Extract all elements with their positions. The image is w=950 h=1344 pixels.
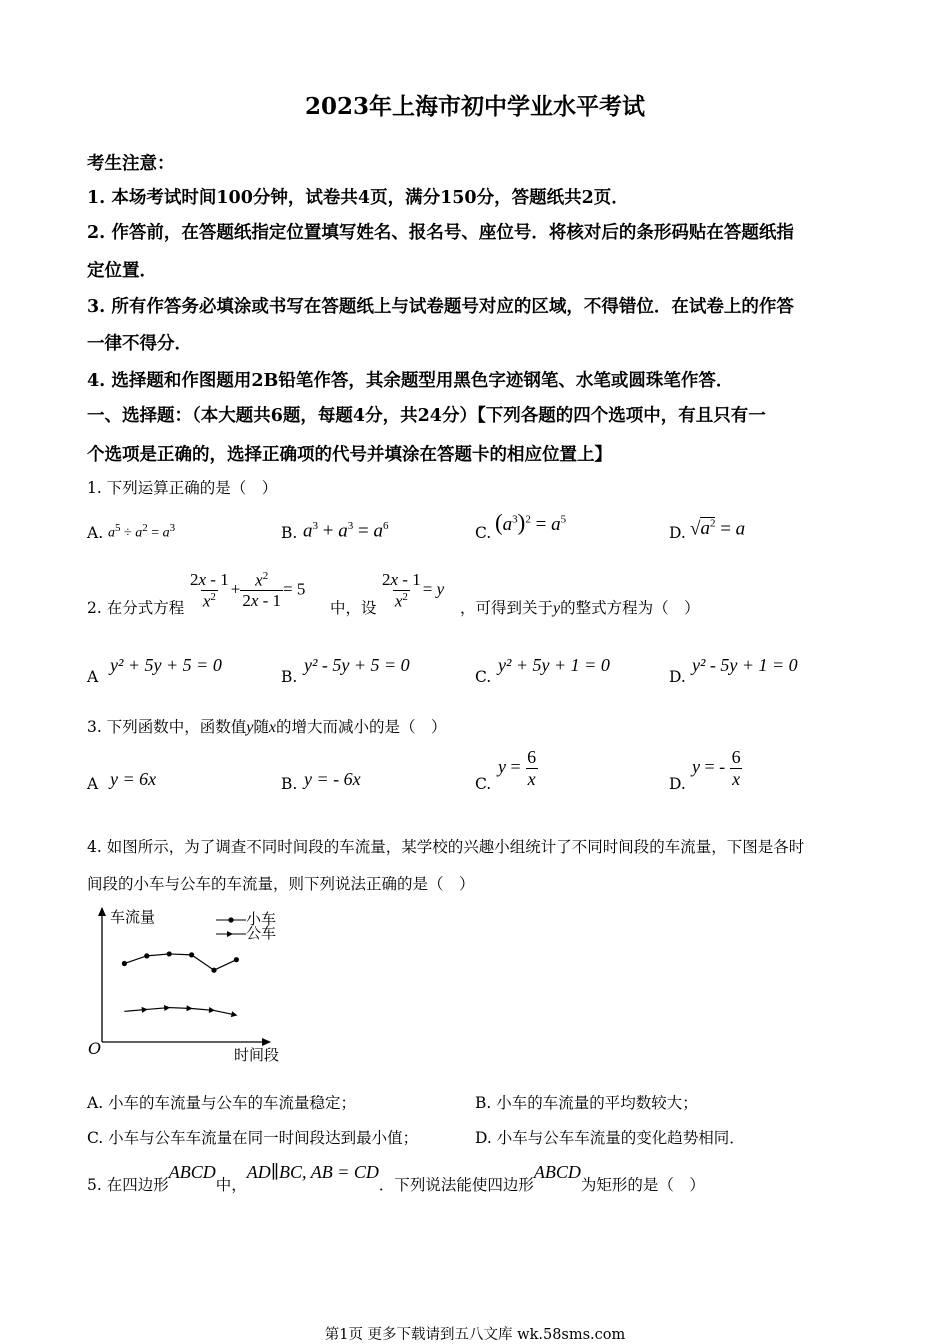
notice-item-1: 1. 本场考试时间100分钟，试卷共4页，满分150分，答题纸共2页． xyxy=(87,188,629,208)
section-1-heading: 一、选择题：（本大题共6题，每题4分，共24分）【下列各题的四个选项中，有且只有一 xyxy=(87,406,766,426)
q3-option-b-math: y = - 6x xyxy=(304,769,361,789)
q4-option-c: C. 小车与公车车流量在同一时间段达到最小值； xyxy=(87,1129,419,1147)
q1-option-a-label: A. xyxy=(87,524,104,542)
q2-option-b-label: B. xyxy=(281,668,298,686)
notice-item-4: 4. 选择题和作图题用2B铅笔作答，其余题型用黑色字迹钢笔、水笔或圆珠笔作答． xyxy=(87,371,734,391)
q3-stem: 3. 下列函数中，函数值y随x的增大而减小的是（ ） xyxy=(87,718,447,736)
q3-option-a-math: y = 6x xyxy=(110,769,157,789)
legend-bus-label: 公车 xyxy=(246,924,277,942)
q2-equation: $\frac{2x - 1}{x^2}$ + $\frac{x^2}{2x - 1}$ = 5 xyxy=(190,570,306,611)
bus-point-3 xyxy=(164,1004,170,1010)
bus-point-4 xyxy=(186,1005,192,1011)
legend-car-label: 小车 xyxy=(246,910,277,928)
section-1-heading-cont: 个选项是正确的，选择正确项的代号并填涂在答题卡的相应位置上】 xyxy=(87,445,612,465)
q1-option-c-math: $(a^3)^2 = a^5$ xyxy=(495,510,567,535)
car-point-1 xyxy=(122,961,127,966)
q1-option-a-math: $a^5 \div a^2 = a^3$ xyxy=(108,522,176,541)
car-point-5 xyxy=(211,968,216,973)
notice-item-2: 2. 作答前，在答题纸指定位置填写姓名、报名号、座位号．将核对后的条形码贴在答题纸指 xyxy=(87,223,794,243)
car-point-4 xyxy=(189,952,194,957)
legend-bus-arrow xyxy=(227,931,233,937)
q2-substitution: $\frac{2x - 1}{x^2}$ = y xyxy=(382,570,445,611)
q3-option-d-label: D. xyxy=(669,775,686,793)
q4-option-d: D. 小车与公车车流量的变化趋势相同． xyxy=(475,1129,745,1147)
q5-stem: 5. 在四边形ABCD中，AD∥BC, AB = CD．下列说法能使四边形ABCD为矩形的是（ ） xyxy=(87,1162,705,1194)
q4-stem-line2: 间段的小车与公车的车流量，则下列说法正确的是（ ） xyxy=(87,875,475,893)
notice-heading: 考生注意： xyxy=(87,154,175,174)
bus-point-5 xyxy=(209,1007,215,1013)
legend xyxy=(216,910,276,942)
bus-point-2 xyxy=(142,1006,148,1012)
legend-car-dot xyxy=(228,917,233,922)
traffic-chart xyxy=(80,898,310,1070)
q1-option-b-label: B. xyxy=(281,524,298,542)
q2-option-c-math: y² + 5y + 1 = 0 xyxy=(498,655,610,675)
q2-option-d-label: D. xyxy=(669,668,686,686)
y-axis-label: 车流量 xyxy=(110,908,156,926)
q2-stem-post: ，可得到关于y的整式方程为（ ） xyxy=(460,599,700,617)
q2-stem-mid: 中，设 xyxy=(330,599,377,617)
plot-area xyxy=(122,951,239,1018)
page-footer: 第1页 更多下载请到五八文库 wk.58sms.com xyxy=(324,1327,626,1343)
q3-option-c-math: y = $\frac{6}{x}$ xyxy=(498,747,537,789)
q1-option-d-label: D. xyxy=(669,524,686,542)
x-axis-label: 时间段 xyxy=(234,1046,280,1064)
q1-option-c-label: C. xyxy=(475,524,492,542)
q4-stem-line1: 4. 如图所示，为了调查不同时间段的车流量，某学校的兴趣小组统计了不同时间段的车流量，下图是各时 xyxy=(87,838,805,856)
q3-option-c-label: C. xyxy=(475,775,492,793)
q3-option-b-label: B. xyxy=(281,775,298,793)
notice-item-3: 3. 所有作答务必填涂或书写在答题纸上与试卷题号对应的区域，不得错位．在试卷上的作答 xyxy=(87,297,794,317)
notice-item-3-cont: 一律不得分． xyxy=(87,334,192,354)
notice-item-2-cont: 定位置． xyxy=(87,261,157,281)
bus-point-6 xyxy=(231,1011,238,1018)
car-point-6 xyxy=(234,957,239,962)
q1-option-d-math: $√a^2 = a$ xyxy=(690,518,746,540)
page-title: 2023年上海市初中学业水平考试 xyxy=(304,93,645,120)
q4-option-b: B. 小车的车流量的平均数较大； xyxy=(475,1094,698,1112)
series-line-bus xyxy=(124,1008,236,1016)
q2-option-d-math: y² - 5y + 1 = 0 xyxy=(692,655,798,675)
q2-option-a-math: y² + 5y + 5 = 0 xyxy=(110,655,222,675)
car-point-2 xyxy=(144,953,149,958)
q2-option-b-math: y² - 5y + 5 = 0 xyxy=(304,655,410,675)
q1-option-b-math: $a^3 + a^3 = a^6$ xyxy=(303,520,389,542)
q2-stem-pre: 2. 在分式方程 xyxy=(87,599,185,617)
car-point-3 xyxy=(167,951,172,956)
q3-option-d-math: y = - $\frac{6}{x}$ xyxy=(692,747,741,789)
q3-option-a-label: A xyxy=(87,775,99,793)
origin-label: O xyxy=(88,1039,102,1058)
q1-stem: 1. 下列运算正确的是（ ） xyxy=(87,479,278,497)
q2-option-a-label: A xyxy=(87,668,99,686)
q2-option-c-label: C. xyxy=(475,668,492,686)
series-line-car xyxy=(124,954,236,970)
q4-option-a: A. 小车的车流量与公车的车流量稳定； xyxy=(87,1094,357,1112)
